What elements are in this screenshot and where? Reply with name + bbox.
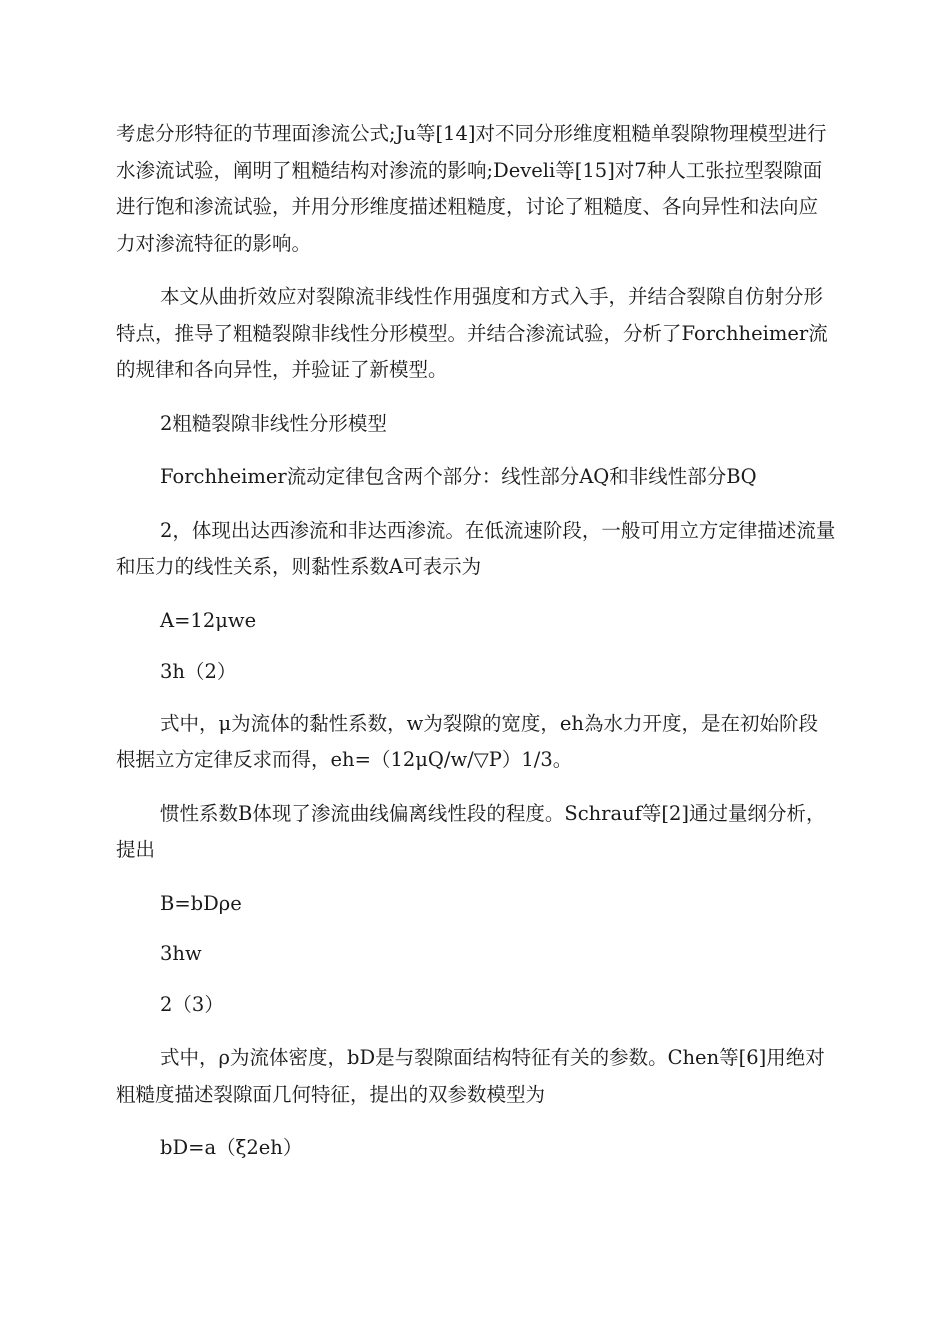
document-page: [116, 116, 836, 1167]
section-heading: 2粗糙裂隙非线性分形模型: [160, 411, 387, 435]
formula-two-parameter-model: bD=a（ξ2eh）: [160, 1136, 303, 1159]
paragraph-forchheimer-law: Forchheimer流动定律包含两个部分：线性部分AQ和非线性部分BQ: [160, 465, 757, 488]
paragraph-literature-review: 考虑分形特征的节理面渗流公式;Ju等[14]对不同分形维度粗糙单裂隙物理模型进行水渗流试验，阐明了粗糙结构对渗流的影响;Develi等[15]对7种人工张拉型裂隙面进行饱和渗流试验，并用分形维度描述粗糙度，讨论了粗糙度、各向异性和法向应力对渗流特征的影响。: [116, 122, 827, 255]
paragraph-darcy-flow: 2，体现出达西渗流和非达西渗流。在低流速阶段，一般可用立方定律描述流量和压力的线性关系，则黏性系数A可表示为: [116, 518, 836, 578]
formula-inertial-coefficient-cont1: 3hw: [160, 942, 202, 965]
formula-viscous-coefficient-cont: 3h（2）: [160, 660, 237, 683]
formula-viscous-coefficient: A=12μwe: [160, 608, 257, 632]
paragraph-inertial-coefficient: 惯性系数B体现了渗流曲线偏离线性段的程度。Schrauf等[2]通过量纲分析，提出: [116, 801, 826, 861]
paragraph-study-overview: 本文从曲折效应对裂隙流非线性作用强度和方式入手，并结合裂隙自仿射分形特点，推导了粗糙裂隙非线性分形模型。并结合渗流试验，分析了Forchheimer流的规律和各向异性，并验证了新模型。: [116, 285, 828, 381]
paragraph-density-definition: 式中，ρ为流体密度，bD是与裂隙面结构特征有关的参数。Chen等[6]用绝对粗糙度描述裂隙面几何特征，提出的双参数模型为: [116, 1046, 825, 1106]
paragraph-variable-definitions: 式中，μ为流体的黏性系数，w为裂隙的宽度，eh為水力开度，是在初始阶段根据立方定律反求而得，eh=（12μQ/w/▽P）1/3。: [116, 711, 818, 771]
formula-inertial-coefficient-cont2: 2（3）: [160, 992, 224, 1016]
formula-inertial-coefficient: B=bDρe: [160, 891, 242, 915]
